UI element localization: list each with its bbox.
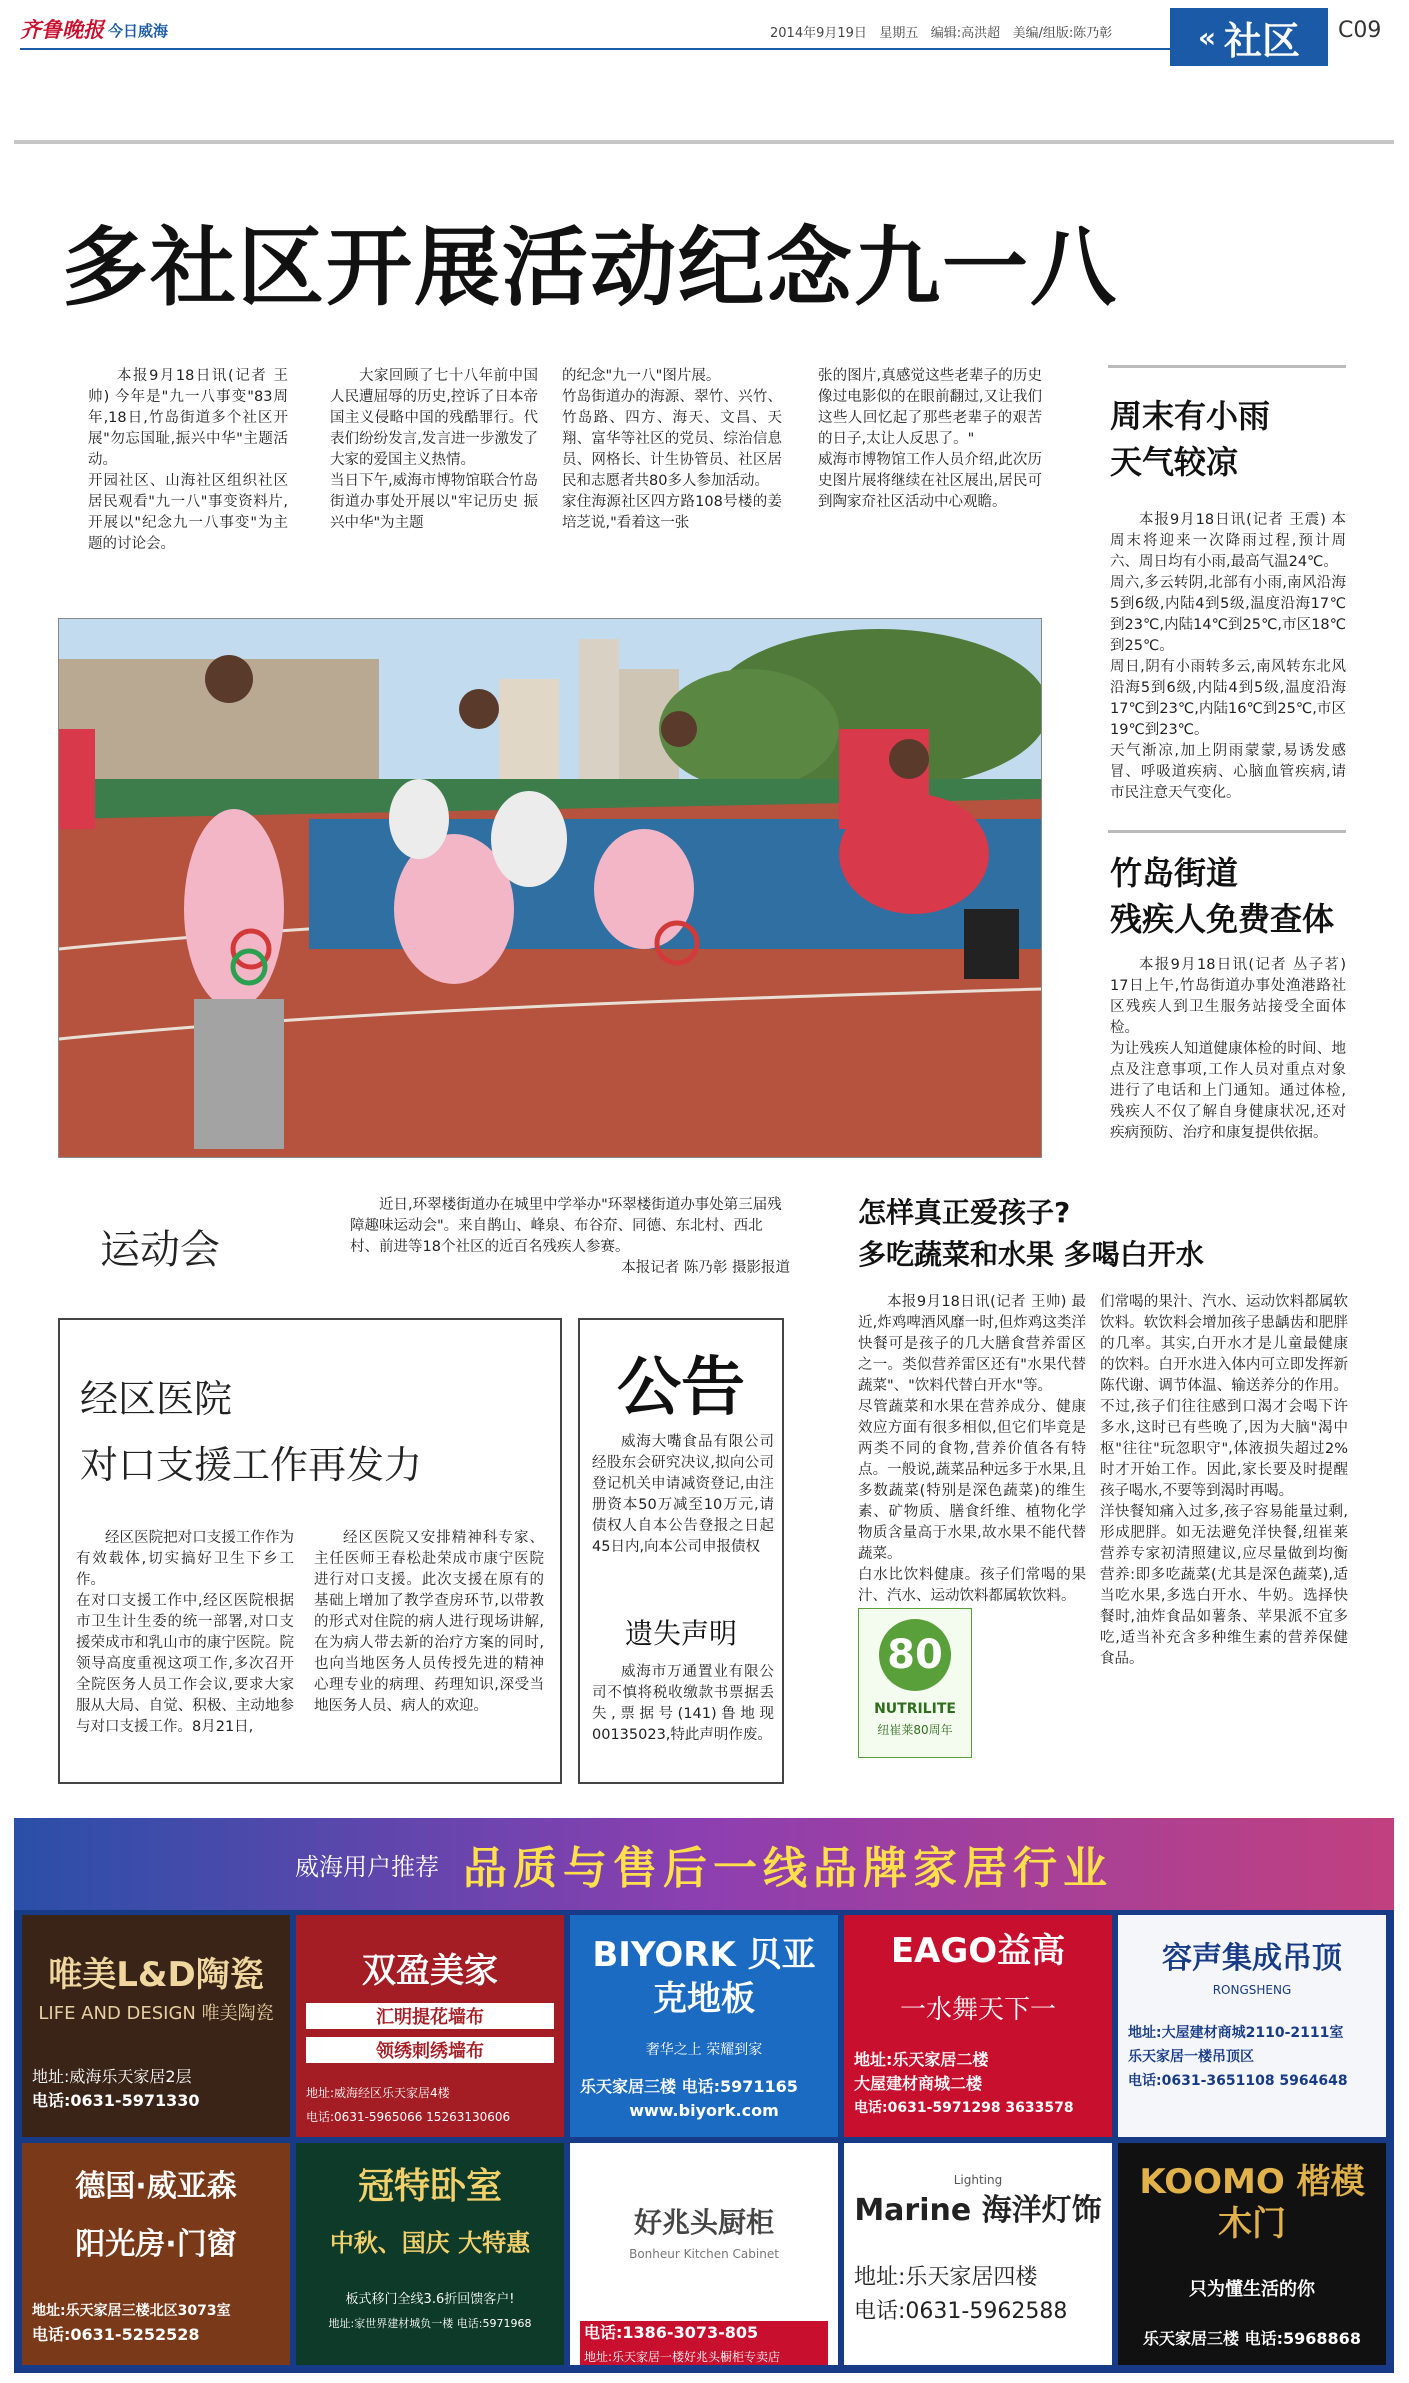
ad-title: 容声集成吊顶 bbox=[1162, 1941, 1342, 1976]
lost-notice-body: 威海市万通置业有限公司不慎将税收缴款书票据丢失,票据号(141)鲁地现00135023,特此声明作废。 bbox=[592, 1664, 774, 1743]
ad-title: 德国·威亚森 bbox=[75, 2169, 237, 2204]
hospital-col-2: 经区医院又安排精神科专家、主任医师王春松赴荣成市康宁医院进行对口支援。此次支援在原有的基础上增加了教学查房环节,以带教的形式对住院的病人进行现场讲解,在为病人带去新的治疗方案的同时,也向当地医务人员传授先进的精神心理专业的病理、药理知识,深受当地医务人员、病人的欢迎。 bbox=[314, 1530, 544, 1714]
nutrilite-sub: 纽崔莱80周年 bbox=[877, 1723, 953, 1737]
article-col-4: 张的图片,真感觉这些老辈子的历史像过电影似的在眼前翻过,又让我们这些人回忆起了那些老辈子的艰苦的日子,太让人反思了。" 威海市博物馆工作人员介绍,此次历史图片展将继续在社区展出,居民可到陶家夼社区活动中心观瞻。 bbox=[818, 368, 1042, 510]
weather-title-line-1: 周末有小雨 bbox=[1110, 397, 1271, 435]
hospital-col-1: 经区医院把对口支援工作作为有效载体,切实搞好卫生下乡工作。 在对口支援工作中,经区医院根据市卫生计生委的统一部署,对口支援荣成市和乳山市的康宁医院。院领导高度重视这项工作,多次召开全院医务人员工作会议,要求大家服从大局、自觉、积极、主动地参与对口支援工作。8月21日, bbox=[76, 1530, 294, 1735]
section-label bbox=[1170, 8, 1328, 66]
ad-line: www.biyork.com bbox=[629, 2101, 779, 2120]
ad-sub: RONGSHENG bbox=[1212, 1983, 1292, 1997]
lost-notice-title: 遗失声明 bbox=[624, 1617, 737, 1650]
kids-title bbox=[858, 1192, 1204, 1276]
kids-title-line-2: 多吃蔬菜和水果 多喝白开水 bbox=[858, 1238, 1204, 1271]
photo-caption-text: 近日,环翠楼街道办在城里中学举办"环翠楼街道办事处第三届残障趣味运动会"。来自鹊山、峰泉、布谷夼、同德、东北村、西北村、前进等18个社区的近百名残疾人参赛。 bbox=[350, 1197, 782, 1255]
weather-title bbox=[1110, 393, 1270, 485]
ad-line: 领绣刺绣墙布 bbox=[306, 2037, 554, 2063]
ad-title: BIYORK 贝亚克地板 bbox=[592, 1935, 816, 2019]
article-col-1: 本报9月18日讯(记者 王帅) 今年是"九一八事变"83周年,18日,竹岛街道多个社区开展"勿忘国耻,振兴中华"主题活动。 开园社区、山海社区组织社区居民观看"九一八"事变资料片,开展以"纪念九一八事变"为主题的讨论会。 bbox=[88, 368, 288, 552]
article-col-2: 大家回顾了七十八年前中国人民遭屈辱的历史,控诉了日本帝国主义侵略中国的残酷罪行。代表们纷纷发言,发言进一步激发了大家的爱国主义热情。 当日下午,威海市博物馆联合竹岛街道办事处开展以"牢记历史 振兴中华"为主题 bbox=[330, 368, 538, 531]
ad-banner-lead: 威海用户推荐 bbox=[295, 1852, 439, 1881]
photo-credit: 本报记者 陈乃彰 摄影报道 bbox=[621, 1260, 790, 1276]
ad-line: 电话:0631-3651108 5964648 bbox=[1128, 2073, 1348, 2089]
ad-lnd-ceramics[interactable] bbox=[22, 1915, 290, 2137]
edition-label: 今日威海 bbox=[108, 22, 169, 40]
designer: 美编/组版:陈乃彰 bbox=[1012, 26, 1113, 41]
ad-koomo[interactable] bbox=[1118, 2143, 1386, 2365]
ad-line: 电话:1386-3073-805 bbox=[580, 2321, 828, 2345]
anniversary-badge: 80 bbox=[879, 1619, 951, 1691]
ad-title: Marine 海洋灯饰 bbox=[854, 2193, 1102, 2228]
main-headline: 多社区开展活动纪念九一八 bbox=[62, 218, 1118, 318]
ad-grid bbox=[22, 1915, 1386, 2365]
editor: 编辑:高洪超 bbox=[930, 26, 1001, 41]
ad-sub: Bonheur Kitchen Cabinet bbox=[629, 2247, 779, 2261]
checkup-body: 本报9月18日讯(记者 丛子茗) 17日上午,竹岛街道办事处渔港路社区残疾人到卫生服务站接受全面体检。 为让残疾人知道健康体检的时间、地点及注意事项,工作人员对重点对象进行了电话和上门通知。通过体检,残疾人不仅了解自身健康状况,还对疾病预防、治疗和康复提供依据。 bbox=[1110, 957, 1346, 1141]
paper-logo: 齐鲁晚报 bbox=[20, 17, 104, 42]
hospital-title bbox=[80, 1366, 422, 1498]
ad-line: 乐天家居三楼 电话:5971165 bbox=[580, 2077, 798, 2096]
ad-line: 电话:0631-5962588 bbox=[854, 2299, 1068, 2324]
ad-line: 大屋建材商城二楼 bbox=[854, 2074, 983, 2093]
photo-illustration bbox=[59, 619, 1042, 1158]
ad-line: 地址:家世界建材城负一楼 电话:5971968 bbox=[328, 2317, 532, 2330]
ad-line: 地址:威海乐天家居2层 bbox=[32, 2067, 192, 2086]
ad-title: 好兆头厨柜 bbox=[633, 2206, 774, 2239]
photo-caption bbox=[350, 1195, 790, 1279]
ad-sub: 只为懂生活的你 bbox=[1189, 2279, 1315, 2300]
ad-banner bbox=[14, 1818, 1394, 1910]
notice-title: 公告 bbox=[617, 1351, 745, 1425]
header-rule bbox=[20, 48, 1170, 50]
ad-sub: 中秋、国庆 大特惠 bbox=[329, 2229, 531, 2257]
kids-col-1: 本报9月18日讯(记者 王帅) 最近,炸鸡啤酒风靡一时,但炸鸡这类洋快餐可是孩子的几大膳食营养雷区之一。类似营养雷区还有"水果代替蔬菜"、"饮料代替白开水"等。 尽管蔬菜和水果在营养成分、健康效应方面有很多相似,但它们毕竟是两类不同的食物,营养价值各有特点。一般说,蔬菜品种远多于水果,且多数蔬菜(特别是深色蔬菜)的维生素、矿物质、膳食纤维、植物化学物质含量高于水果,故水果不能代替蔬菜。 白水比饮料健康。孩子们常喝的果汁、汽水、运动饮料都属软饮料。 bbox=[858, 1294, 1086, 1602]
ad-line: 地址:威海经区乐天家居4楼 bbox=[306, 2086, 450, 2100]
ad-line: 电话:0631-5971298 3633578 bbox=[854, 2100, 1074, 2116]
weekday: 星期五 bbox=[879, 26, 919, 41]
ad-title: 双盈美家 bbox=[362, 1951, 498, 1991]
checkup-rule bbox=[1108, 830, 1346, 833]
nutrilite-logo bbox=[858, 1608, 972, 1758]
kids-title-line-1: 怎样真正爱孩子? bbox=[858, 1196, 1071, 1229]
photo-caption-title: 运动会 bbox=[100, 1227, 220, 1273]
hospital-title-line-2: 对口支援工作再发力 bbox=[80, 1443, 423, 1487]
hospital-title-line-1: 经区医院 bbox=[80, 1377, 233, 1421]
ad-haozhaotou[interactable] bbox=[570, 2143, 838, 2365]
chevron-left-icon: « bbox=[1197, 20, 1217, 54]
checkup-title-line-2: 残疾人免费查体 bbox=[1110, 900, 1335, 938]
sports-meet-photo bbox=[58, 618, 1042, 1158]
ad-weasen[interactable] bbox=[22, 2143, 290, 2365]
ad-title: 冠特卧室 bbox=[357, 2166, 502, 2207]
kids-col-2: 们常喝的果汁、汽水、运动饮料都属软饮料。软饮料会增加孩子患龋齿和肥胖的几率。其实,白开水才是儿童最健康的饮料。白开水进入体内可立即发挥新陈代谢、调节体温、输送养分的作用。不过,孩子们往往感到口渴才会喝下许多水,这时已有些晚了,因为大脑"渴中枢"往往"玩忽职守",体液损失超过2%时才开始工作。因此,家长要及时提醒孩子喝水,不要等到渴时再喝。 洋快餐知痛入过多,孩子容易能量过剩,形成肥胖。如无法避免洋快餐,纽崔莱营养专家初清照建议,应尽量做到均衡营养:即多吃蔬菜(尤其是深色蔬菜),适当吃水果,多选白开水、牛奶。选择快餐时,油炸食品如薯条、苹果派不宜多吃,适当补充含多种维生素的营养保健食品。 bbox=[1100, 1294, 1348, 1667]
ad-line: 电话:0631-5252528 bbox=[32, 2325, 200, 2344]
ad-banner-slogan: 品质与售后一线品牌家居行业 bbox=[463, 1843, 1113, 1894]
ad-title: EAGO益高 bbox=[890, 1931, 1066, 1971]
ad-line: 地址:大屋建材商城2110-2111室 bbox=[1128, 2025, 1344, 2041]
section-name: 社区 bbox=[1224, 18, 1301, 63]
nutrilite-brand: NUTRILITE bbox=[874, 1701, 956, 1717]
ad-rongsheng[interactable] bbox=[1118, 1915, 1386, 2137]
ad-title: KOOMO 楷模木门 bbox=[1139, 2162, 1365, 2244]
checkup-title-line-1: 竹岛街道 bbox=[1110, 854, 1239, 892]
ad-guante[interactable] bbox=[296, 2143, 564, 2365]
ad-line: 乐天家居一楼吊顶区 bbox=[1128, 2049, 1254, 2065]
page-number: C09 bbox=[1338, 18, 1382, 43]
ad-sub: 汇明提花墙布 bbox=[306, 2003, 554, 2029]
ad-line: 乐天家居三楼 电话:5968868 bbox=[1143, 2329, 1361, 2348]
header-meta bbox=[770, 22, 1112, 41]
ad-line: 地址:乐天家居三楼北区3073室 bbox=[32, 2303, 231, 2319]
weather-title-line-2: 天气较凉 bbox=[1110, 443, 1239, 481]
ad-sub: Lighting bbox=[953, 2173, 1003, 2187]
ad-title: 唯美L&D陶瓷 bbox=[48, 1955, 264, 1995]
ad-biyork[interactable] bbox=[570, 1915, 838, 2137]
ad-line: 地址:乐天家居四楼 bbox=[854, 2265, 1038, 2290]
notice-body: 威海大嘴食品有限公司经股东会研究决议,拟向公司登记机关申请减资登记,由注册资本50万减至10万元,请债权人自本公告登报之日起45日内,向本公司申报债权 bbox=[592, 1434, 774, 1555]
weather-rule bbox=[1108, 365, 1346, 368]
ad-line: 板式移门全线3.6折回馈客户! bbox=[345, 2292, 515, 2307]
ad-eago[interactable] bbox=[844, 1915, 1112, 2137]
ad-line: 地址:乐天家居一楼好兆头橱柜专卖店 bbox=[580, 2345, 828, 2365]
ad-sub: 一水舞天下一 bbox=[899, 1995, 1056, 2025]
ad-sub: 奢华之上 荣耀到家 bbox=[645, 2042, 763, 2058]
ad-shuangying[interactable] bbox=[296, 1915, 564, 2137]
date: 2014年9月19日 bbox=[770, 26, 867, 41]
ad-sub: LIFE AND DESIGN 唯美陶瓷 bbox=[38, 2003, 274, 2024]
checkup-title bbox=[1110, 850, 1334, 942]
ad-marine-lighting[interactable] bbox=[844, 2143, 1112, 2365]
kids-col-1-tail bbox=[982, 1610, 1086, 1780]
article-col-3: 的纪念"九一八"图片展。 竹岛街道办的海源、翠竹、兴竹、竹岛路、四方、海天、文昌、天翔、富华等社区的党员、综治信息员、网格长、计生协管员、社区居民和志愿者共80多人参加活动。 家住海源社区四方路108号楼的姜培芝说,"看着这一张 bbox=[562, 368, 782, 531]
weather-body: 本报9月18日讯(记者 王震) 本周末将迎来一次降雨过程,预计周六、周日均有小雨,最高气温24℃。 周六,多云转阴,北部有小雨,南风沿海5到6级,内陆4到5级,温度沿海17℃到23℃,内陆14℃到25℃,市区18℃到25℃。 周日,阴有小雨转多云,南风转东北风沿海5到6级,内陆4到5级,温度沿海17℃到23℃,内陆16℃到25℃,市区19℃到23℃。 天气渐凉,加上阴雨蒙蒙,易诱发感冒、呼吸道疾病、心脑血管疾病,请市民注意天气变化。 bbox=[1110, 512, 1346, 801]
top-divider bbox=[14, 140, 1394, 144]
ad-line: 电话:0631-5965066 15263130606 bbox=[306, 2110, 511, 2124]
ad-line: 地址:乐天家居二楼 bbox=[854, 2050, 989, 2069]
ad-line: 电话:0631-5971330 bbox=[32, 2091, 200, 2110]
ad-sub: 阳光房·门窗 bbox=[75, 2227, 237, 2262]
